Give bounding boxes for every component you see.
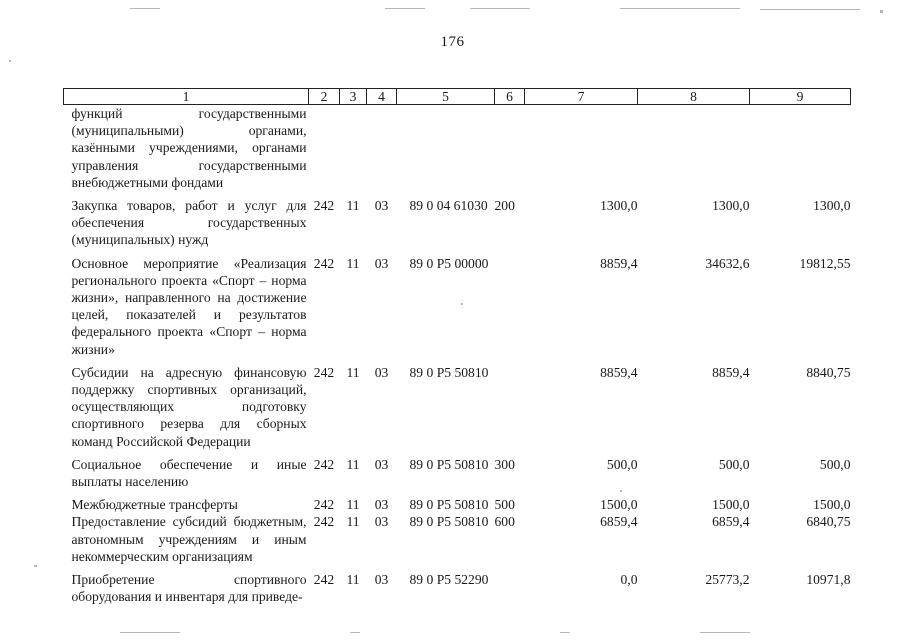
column-header: 3 bbox=[340, 89, 367, 105]
cell-ministry-code: 242 bbox=[313, 198, 335, 214]
cell-amount-9: 19812,55 bbox=[799, 255, 851, 271]
cell-ministry-code: 242 bbox=[313, 572, 335, 588]
cell-subsection: 03 bbox=[374, 497, 389, 513]
cell-amount-9 bbox=[750, 105, 851, 192]
cell-ministry-code: 242 bbox=[313, 497, 335, 513]
cell-subsection: 03 bbox=[374, 572, 389, 588]
row-name: Закупка товаров, работ и услуг для обеспечения государственных (муниципальных) нужд bbox=[71, 198, 307, 248]
table-row bbox=[64, 249, 851, 358]
cell-expense-type: 500 bbox=[494, 497, 515, 513]
cell-ministry-code: 242 bbox=[313, 255, 335, 271]
cell-amount-7: 500,0 bbox=[606, 456, 638, 472]
cell-section: 11 bbox=[346, 572, 360, 588]
table-row bbox=[64, 358, 851, 450]
cell-amount-9: 10971,8 bbox=[806, 572, 851, 588]
column-header: 8 bbox=[638, 89, 750, 105]
column-header: 9 bbox=[750, 89, 851, 105]
cell-amount-8: 500,0 bbox=[718, 456, 750, 472]
cell-target-article: 89 0 P5 50810 bbox=[409, 456, 489, 472]
cell-section bbox=[340, 105, 367, 192]
row-name: Предоставление субсидий бюджетным, автономным учреждениям и иным некоммерческим организациям bbox=[71, 514, 307, 564]
cell-expense-type bbox=[495, 249, 525, 358]
cell-amount-9: 1500,0 bbox=[813, 497, 851, 513]
cell-ministry-code: 242 bbox=[313, 456, 335, 472]
cell-section: 11 bbox=[346, 456, 360, 472]
cell-section: 11 bbox=[346, 198, 360, 214]
cell-amount-8: 1500,0 bbox=[712, 497, 750, 513]
cell-amount-8: 34632,6 bbox=[705, 255, 750, 271]
cell-target-article bbox=[397, 105, 495, 192]
column-header: 4 bbox=[367, 89, 397, 105]
cell-subsection: 03 bbox=[374, 198, 389, 214]
cell-amount-7: 1500,0 bbox=[600, 497, 638, 513]
cell-amount-7: 8859,4 bbox=[600, 364, 638, 380]
cell-expense-type: 300 bbox=[494, 456, 515, 472]
cell-subsection: 03 bbox=[374, 364, 389, 380]
cell-subsection: 03 bbox=[374, 456, 389, 472]
table-row bbox=[64, 450, 851, 490]
cell-target-article: 89 0 P5 50810 bbox=[409, 364, 489, 380]
cell-target-article: 89 0 04 61030 bbox=[409, 198, 488, 214]
column-header: 1 bbox=[64, 89, 309, 105]
column-header: 6 bbox=[495, 89, 525, 105]
cell-target-article: 89 0 P5 52290 bbox=[409, 572, 489, 588]
cell-section: 11 bbox=[346, 514, 360, 530]
page-number: 176 bbox=[440, 34, 465, 50]
cell-subsection bbox=[367, 105, 397, 192]
cell-section: 11 bbox=[346, 255, 360, 271]
cell-amount-7: 8859,4 bbox=[600, 255, 638, 271]
table-row bbox=[64, 565, 851, 605]
column-header: 7 bbox=[525, 89, 638, 105]
cell-expense-type: 600 bbox=[494, 514, 515, 530]
table-row bbox=[64, 191, 851, 249]
cell-subsection: 03 bbox=[374, 255, 389, 271]
cell-expense-type bbox=[495, 565, 525, 605]
table-row bbox=[64, 513, 851, 565]
table-row bbox=[64, 105, 851, 192]
cell-amount-8: 25773,2 bbox=[705, 572, 750, 588]
cell-amount-9: 6840,75 bbox=[806, 514, 851, 530]
cell-amount-9: 1300,0 bbox=[813, 198, 851, 214]
cell-target-article: 89 0 P5 50810 bbox=[409, 514, 489, 530]
cell-section: 11 bbox=[346, 364, 360, 380]
cell-amount-8: 8859,4 bbox=[712, 364, 750, 380]
cell-ministry-code: 242 bbox=[313, 364, 335, 380]
row-name: Основное мероприятие «Реализация регионального проекта «Спорт – норма жизни», направленного на достижение целей, показателей и результатов федерального проекта «Спорт – норма жизни» bbox=[71, 255, 307, 357]
cell-amount-7: 6859,4 bbox=[600, 514, 638, 530]
cell-target-article: 89 0 P5 00000 bbox=[409, 255, 489, 271]
cell-amount-7 bbox=[525, 105, 638, 192]
column-header: 5 bbox=[397, 89, 495, 105]
table-row bbox=[64, 490, 851, 513]
cell-amount-8: 1300,0 bbox=[712, 198, 750, 214]
cell-amount-7: 1300,0 bbox=[600, 198, 638, 214]
cell-amount-9: 500,0 bbox=[819, 456, 851, 472]
cell-section: 11 bbox=[346, 497, 360, 513]
cell-amount-7: 0,0 bbox=[620, 572, 638, 588]
cell-ministry-code: 242 bbox=[313, 514, 335, 530]
cell-expense-type bbox=[495, 105, 525, 192]
cell-expense-type: 200 bbox=[494, 198, 515, 214]
row-name: Приобретение спортивного оборудования и инвентаря для приведе- bbox=[71, 572, 307, 605]
row-name: Межбюджетные трансферты bbox=[71, 497, 238, 513]
cell-amount-8: 6859,4 bbox=[712, 514, 750, 530]
cell-expense-type bbox=[495, 358, 525, 450]
cell-amount-8 bbox=[638, 105, 750, 192]
row-name: Социальное обеспечение и иные выплаты населению bbox=[71, 456, 307, 490]
row-name: Субсидии на адресную финансовую поддержку спортивных организаций, осуществляющих подготовку спортивного резерва для сборных команд Российской Федерации bbox=[71, 364, 307, 449]
budget-table bbox=[63, 88, 851, 605]
cell-subsection: 03 bbox=[374, 514, 389, 530]
table-header-row bbox=[64, 89, 851, 105]
cell-amount-9: 8840,75 bbox=[806, 364, 851, 380]
column-header: 2 bbox=[309, 89, 340, 105]
cell-target-article: 89 0 P5 50810 bbox=[409, 497, 489, 513]
cell-ministry-code bbox=[309, 105, 340, 192]
row-name: функций государственными (муниципальными) органами, казёнными учреждениями, органами управления государственными внебюджетными фондами bbox=[71, 106, 307, 190]
